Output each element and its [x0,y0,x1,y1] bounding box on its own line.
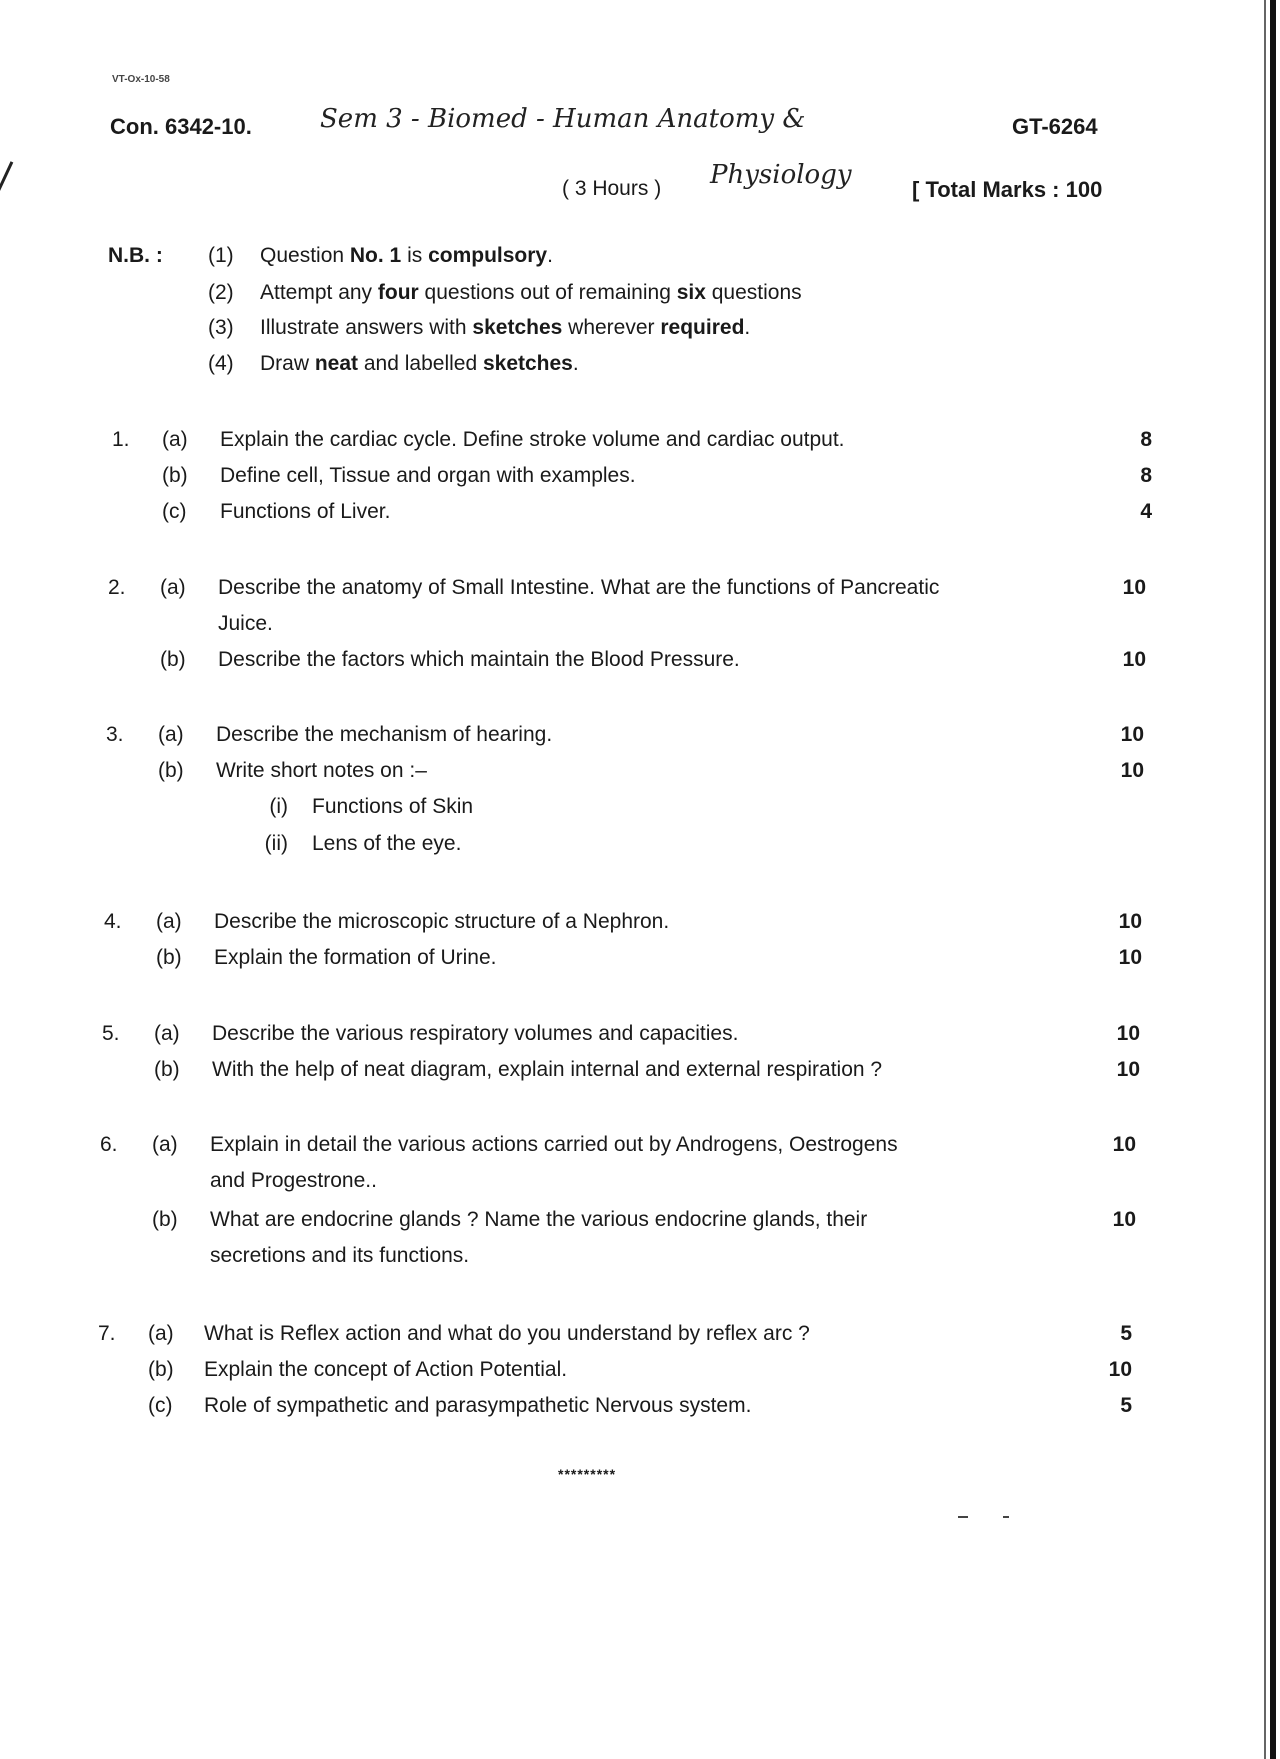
marks: 4 [1140,500,1152,523]
handwritten-subject-2: Physiology [710,160,852,190]
question-text: Write short notes on :– [216,759,427,782]
plain-text: Illustrate answers with [260,316,473,339]
scan-mark [0,161,13,199]
scan-speck [1003,1516,1009,1518]
plain-text: . [744,316,751,339]
instruction-text [260,352,579,376]
question-number: 2. [108,576,126,599]
marks: 10 [1122,648,1146,671]
question-text: Explain in detail the various actions carried out by Androgens, Oestrogens [210,1133,898,1156]
instruction-number: (4) [208,352,234,375]
subquestion-label: (b) [156,946,182,969]
emphasis-text: compulsory [428,244,548,267]
question-text-continued: Juice. [218,612,273,635]
question-text: Define cell, Tissue and organ with examples. [220,464,636,487]
plain-text: Attempt any [260,281,378,304]
emphasis-text: sketches [472,316,563,339]
subquestion-label: (a) [154,1022,180,1045]
plain-text: Question [260,244,350,267]
plain-text: and labelled [358,352,483,375]
emphasis-text: sketches [482,352,573,375]
question-text: Describe the anatomy of Small Intestine. What are the functions of Pancreatic [218,576,940,599]
question-number: 3. [106,723,124,746]
question-text: Describe the mechanism of hearing. [216,723,553,746]
subitem-number: (i) [269,795,288,818]
marks: 10 [1120,759,1144,782]
question-text: With the help of neat diagram, explain internal and external respiration ? [212,1058,883,1081]
end-stars: ********* [558,1466,617,1482]
marks: 5 [1120,1394,1132,1417]
scan-edge [1270,0,1276,1759]
emphasis-text: four [377,281,419,304]
marks: 10 [1116,1058,1140,1081]
header-small-code: VT-Ox-10-58 [112,74,170,85]
instruction-number: (1) [208,244,234,267]
subquestion-label: (a) [158,723,184,746]
plain-text: . [547,244,553,267]
emphasis-text: six [676,281,706,304]
marks: 10 [1112,1133,1136,1156]
plain-text: wherever [562,316,661,339]
marks: 5 [1120,1322,1132,1345]
question-number: 1. [112,428,130,451]
subquestion-label: (c) [148,1394,173,1417]
subquestion-label: (c) [162,500,187,523]
question-text: Describe the microscopic structure of a Nephron. [214,910,670,933]
subquestion-label: (a) [152,1133,178,1156]
marks: 10 [1120,723,1144,746]
plain-text: . [572,352,579,375]
subquestion-label: (b) [158,759,184,782]
instruction-text [260,316,750,340]
marks: 10 [1122,576,1146,599]
question-text: Explain the cardiac cycle. Define stroke volume and cardiac output. [220,428,845,451]
marks: 10 [1118,910,1142,933]
marks: 10 [1108,1358,1132,1381]
instruction-number: (2) [208,281,234,304]
subquestion-label: (b) [148,1358,174,1381]
plain-text: questions [705,281,802,304]
question-text: Describe the factors which maintain the Blood Pressure. [218,648,740,671]
plain-text: is [401,244,429,267]
marks: 10 [1118,946,1142,969]
nb-label: N.B. : [108,244,163,267]
question-text-continued: and Progestrone.. [210,1169,377,1192]
marks: 10 [1112,1208,1136,1231]
subquestion-label: (a) [156,910,182,933]
scan-edge-inner [1264,0,1266,1759]
emphasis-text: No. 1 [349,244,402,267]
subquestion-label: (a) [148,1322,174,1345]
marks: 8 [1140,464,1152,487]
marks: 8 [1140,428,1152,451]
question-number: 5. [102,1022,120,1045]
subquestion-label: (b) [160,648,186,671]
paper-code: GT-6264 [1012,114,1098,139]
subitem-text: Lens of the eye. [312,832,462,855]
instruction-text [260,244,553,268]
plain-text: Draw [260,352,315,375]
question-text: Functions of Liver. [220,500,391,523]
subquestion-label: (b) [152,1208,178,1231]
question-text: Explain the concept of Action Potential. [204,1358,568,1381]
question-number: 6. [100,1133,118,1156]
question-text: Describe the various respiratory volumes and capacities. [212,1022,739,1045]
marks: 10 [1116,1022,1140,1045]
subquestion-label: (b) [162,464,188,487]
question-text: Role of sympathetic and parasympathetic Nervous system. [204,1394,752,1417]
question-number: 4. [104,910,122,933]
con-number: Con. 6342-10. [110,114,252,139]
instruction-text [260,281,802,305]
question-text: What is Reflex action and what do you understand by reflex arc ? [204,1322,810,1345]
subquestion-label: (a) [162,428,188,451]
question-number: 7. [98,1322,116,1345]
instruction-number: (3) [208,316,234,339]
question-text: What are endocrine glands ? Name the various endocrine glands, their [210,1208,868,1231]
exam-duration: ( 3 Hours ) [562,177,662,200]
total-marks: [ Total Marks : 100 [912,177,1103,202]
emphasis-text: required [660,316,745,339]
subitem-number: (ii) [264,832,288,855]
subquestion-label: (a) [160,576,186,599]
handwritten-subject: Sem 3 - Biomed - Human Anatomy & [320,104,806,134]
plain-text: questions out of remaining [418,281,677,304]
subitem-text: Functions of Skin [312,795,474,818]
scan-speck [958,1516,968,1518]
question-text: Explain the formation of Urine. [214,946,497,969]
question-text-continued: secretions and its functions. [210,1244,470,1267]
emphasis-text: neat [314,352,359,375]
subquestion-label: (b) [154,1058,180,1081]
